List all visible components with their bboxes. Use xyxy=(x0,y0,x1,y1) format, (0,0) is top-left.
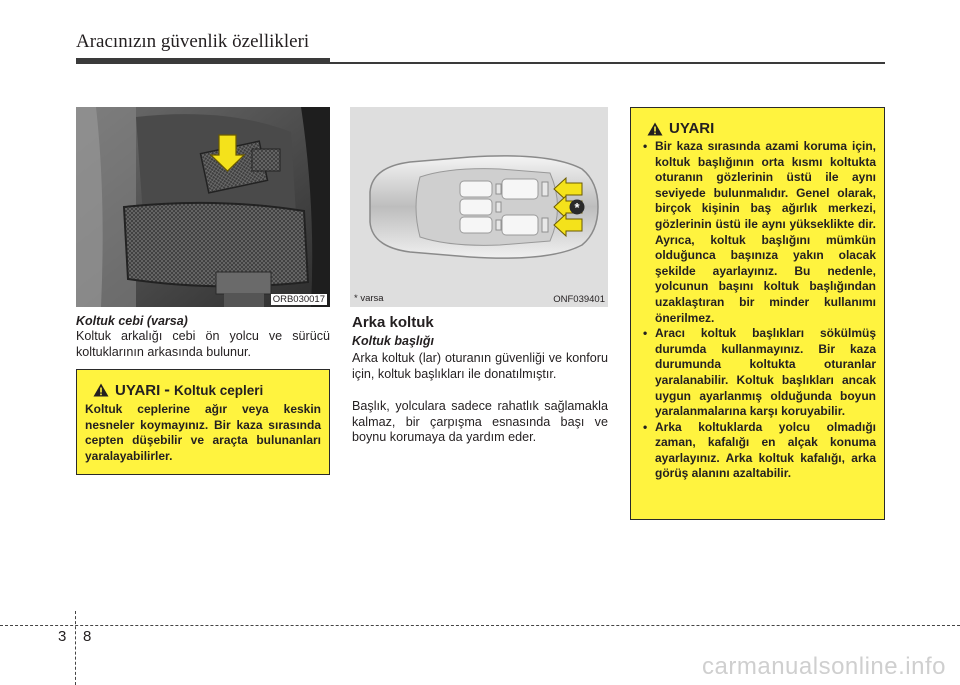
chapter-number: 3 xyxy=(58,628,67,645)
seat-pocket-illustration xyxy=(76,107,330,307)
warning-title-main: UYARI xyxy=(115,381,161,399)
warning-title xyxy=(647,120,876,137)
page-number: 8 xyxy=(83,628,92,645)
warning-text: Koltuk ceplerine ağır veya keskin nesneler koymayınız. Bir kaza sırasında cepten düşebilir ve araçta bulunanları yaralayabilirler. xyxy=(85,402,321,463)
asterisk-badge-text: * xyxy=(574,200,580,215)
seat-pocket-body: Koltuk arkalığı cebi ön yolcu ve sürücü koltuklarının arkasında bulunur. xyxy=(76,329,330,359)
footer-dash-horizontal xyxy=(0,625,960,626)
warning-title-dash: - xyxy=(164,380,170,399)
seat-pocket-subhead: Koltuk cebi (varsa) xyxy=(76,314,188,328)
warning-list-item: • Bir kaza sırasında azami koruma için, koltuk başlığının orta kısmı koltukta oturanın gözlerinin üstü ile aynı seviyede bulunmalıdır. Genel olarak, birçok kişinin baş ağırlık merkezi, gözlerinin üstü ile aynı yükseklikte dir. Ayrıca, koltuk başlığını mümkün olduğunca başınıza yakın olacak şekilde ayarlayınız. Bu nedenle, yolcunun başını koltuk başlığından uzaklaştıran bir minder kullanımı önerilmez. xyxy=(637,139,876,326)
warning-triangle-icon xyxy=(647,122,663,136)
warning-triangle-icon xyxy=(93,383,109,397)
warning-title-sub: Koltuk cepleri xyxy=(173,382,264,398)
warning-title xyxy=(93,380,321,400)
warning-title-main: UYARI xyxy=(669,120,715,137)
figure-code: ORB030017 xyxy=(272,294,325,305)
rear-seat-heading: Arka koltuk xyxy=(352,314,434,331)
header-rule-thick xyxy=(76,58,330,64)
seat-pocket-warning-box xyxy=(76,369,330,475)
car-top-figure xyxy=(350,107,608,307)
headrest-para-1: Arka koltuk (lar) oturanın güvenliği ve konforu için, koltuk başlıkları ile donatılmıştır. xyxy=(352,351,608,381)
warning-list-item: • Aracı koltuk başlıkları sökülmüş durumda kullanmayınız. Bir kaza durumunda koltukta oturanlar yaralanabilir. Koltuk başlıkları ancak uygun ayarlanmış olduğunda boyun yaralanmalarına karşı koruyabilir. xyxy=(637,326,876,420)
headrest-warning-box xyxy=(630,107,885,520)
headrest-subhead: Koltuk başlığı xyxy=(352,334,434,348)
warning-list xyxy=(637,139,876,482)
headrest-para-2: Başlık, yolculara sadece rahatlık sağlamakla kalmaz, bir çarpışma esnasında başı ve boynu korumaya da yardım eder. xyxy=(352,399,608,445)
warning-list-item: • Arka koltuklarda yolcu olmadığı zaman, kafalığı en alçak konuma ayarlayınız. Arka koltuk kafalığı, arka görüş alanını azaltabilir. xyxy=(637,420,876,482)
page-header-title: Aracınızın güvenlik özellikleri xyxy=(76,31,310,52)
figure-code: ONF039401 xyxy=(553,294,605,305)
header-rule-thin xyxy=(330,62,885,64)
footer-dash-vertical xyxy=(75,611,76,685)
watermark: carmanualsonline.info xyxy=(702,653,946,680)
seat-pocket-figure xyxy=(76,107,330,307)
figure-note: * varsa xyxy=(354,293,384,304)
car-top-illustration xyxy=(350,107,608,307)
